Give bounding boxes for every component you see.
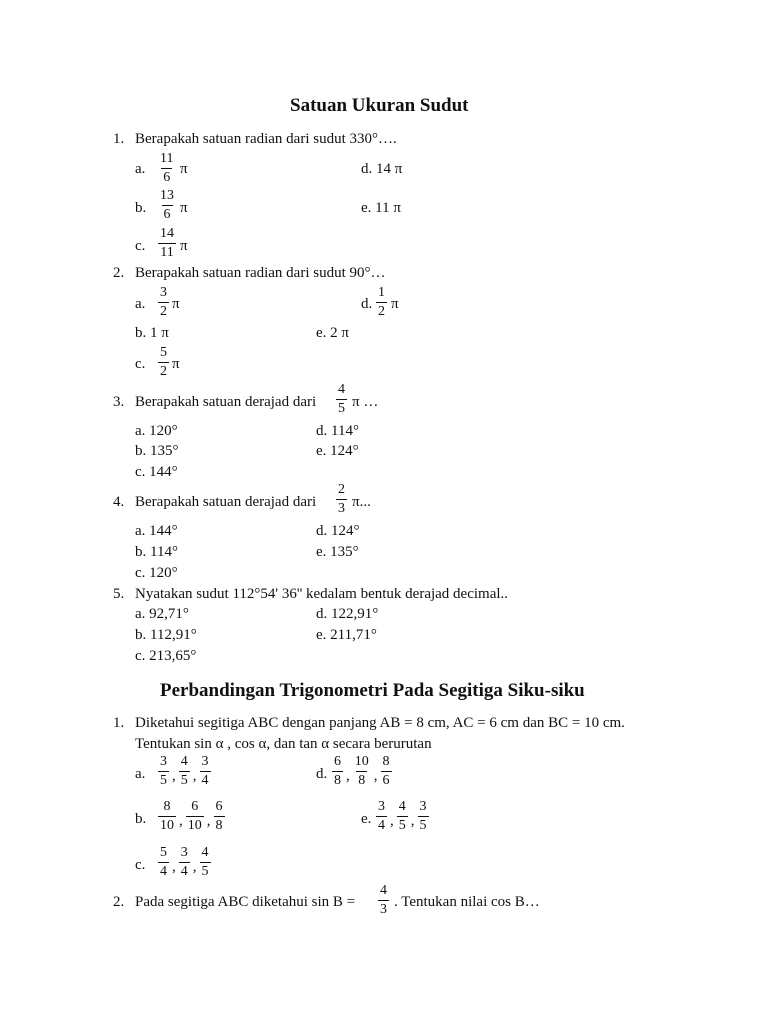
q3-option-c: c. 144° [135, 464, 178, 480]
q3-option-e: e. 124° [316, 443, 359, 459]
q2-option-c-pi: π [172, 356, 180, 372]
q4-text: Berapakah satuan derajad dari [135, 494, 317, 510]
numerator: 6 [191, 799, 199, 814]
q5-option-d: d. 122,91° [316, 606, 379, 622]
q1-option-a-fraction [158, 152, 175, 185]
numerator: 8 [163, 799, 171, 814]
q1-option-c-fraction [158, 227, 176, 260]
s2-q2-fraction [378, 884, 389, 917]
q5-option-a: a. 92,71° [135, 606, 189, 622]
q2-option-c-label: c. [135, 356, 146, 372]
q1-option-a-pi: π [180, 161, 188, 177]
denominator: 6 [163, 170, 171, 185]
s2-q1-option-b-label: b. [135, 811, 147, 827]
q4-option-e: e. 135° [316, 544, 359, 560]
fraction [353, 755, 371, 788]
numerator: 3 [180, 845, 188, 860]
s2-q1-option-d-label: d. [316, 766, 328, 782]
denominator: 5 [338, 401, 345, 416]
q1-option-b-fraction [158, 189, 176, 222]
q4-number: 4. [113, 494, 125, 510]
q3-text-after: π … [352, 394, 379, 410]
q4-option-c: c. 120° [135, 565, 178, 581]
denominator: 5 [398, 818, 406, 833]
numerator: 3 [160, 285, 167, 300]
separator: , [390, 813, 394, 829]
denominator: 5 [201, 864, 209, 879]
separator: , [346, 768, 350, 784]
separator: , [206, 813, 211, 829]
numerator: 5 [160, 345, 167, 360]
s2-q1-number: 1. [113, 715, 125, 731]
q1-option-b-label: b. [135, 200, 147, 216]
numerator: 1 [378, 285, 385, 300]
q2-option-e: e. 2 π [316, 325, 349, 341]
denominator: 6 [382, 773, 390, 788]
q3-option-a: a. 120° [135, 423, 178, 439]
s2-q2-text-after: . Tentukan nilai cos B… [394, 894, 540, 910]
denominator: 2 [160, 364, 167, 379]
numerator: 3 [378, 799, 385, 814]
numerator: 4 [180, 754, 188, 769]
numerator: 3 [201, 754, 209, 769]
separator: , [373, 768, 378, 784]
q2-option-d-pi: π [391, 296, 399, 312]
s2-q1-option-a-fractions [158, 755, 211, 788]
denominator: 4 [160, 864, 167, 879]
q2-number: 2. [113, 265, 125, 281]
numerator: 6 [215, 799, 223, 814]
s2-q2-number: 2. [113, 894, 125, 910]
section-title-perbandingan-trigonometri: Perbandingan Trigonometri Pada Segitiga Siku-siku [160, 680, 585, 701]
fraction [186, 800, 204, 833]
q3-option-b: b. 135° [135, 443, 179, 459]
q4-option-a: a. 144° [135, 523, 178, 539]
q4-fraction [336, 483, 347, 516]
separator: , [179, 813, 183, 829]
q5-number: 5. [113, 586, 125, 602]
q2-text: Berapakah satuan radian dari sudut 90°… [135, 265, 386, 281]
s2-q1-option-b-fractions [158, 800, 225, 833]
separator: , [410, 813, 415, 829]
q3-fraction [336, 383, 347, 416]
separator: , [192, 768, 197, 784]
numerator: 4 [380, 883, 387, 898]
s2-q2-text: Pada segitiga ABC diketahui sin B = [135, 894, 356, 910]
q3-text: Berapakah satuan derajad dari [135, 394, 317, 410]
q5-text: Nyatakan sudut 112°54' 36'' kedalam bentuk derajad decimal.. [135, 586, 509, 602]
denominator: 8 [358, 773, 366, 788]
q1-option-d: d. 14 π [361, 161, 403, 177]
q5-option-c: c. 213,65° [135, 648, 197, 664]
q5-option-b: b. 112,91° [135, 627, 197, 643]
fraction [376, 800, 387, 833]
q2-option-a-label: a. [135, 296, 146, 312]
fraction [418, 800, 429, 833]
numerator: 14 [160, 226, 174, 241]
separator: , [172, 768, 176, 784]
q1-text: Berapakah satuan radian dari sudut 330°…. [135, 131, 397, 147]
fraction [158, 755, 169, 788]
denominator: 2 [160, 304, 167, 319]
s2-q1-option-a-label: a. [135, 766, 146, 782]
fraction [381, 755, 392, 788]
q2-option-d-label: d. [361, 296, 373, 312]
s2-q1-option-c-label: c. [135, 857, 146, 873]
fraction [158, 800, 176, 833]
denominator: 4 [201, 773, 209, 788]
denominator: 4 [378, 818, 385, 833]
denominator: 6 [163, 207, 171, 222]
q1-option-b-pi: π [180, 200, 188, 216]
q4-text-after: π... [352, 494, 371, 510]
q1-option-e: e. 11 π [361, 200, 401, 216]
numerator: 4 [201, 845, 209, 860]
q3-option-d: d. 114° [316, 423, 359, 439]
numerator: 3 [160, 754, 167, 769]
denominator: 8 [215, 818, 223, 833]
q2-option-d-fraction [376, 286, 387, 319]
q2-option-a-pi: π [172, 296, 180, 312]
q2-option-a-fraction [158, 286, 169, 319]
denominator: 11 [160, 245, 174, 260]
fraction [332, 755, 343, 788]
separator: , [192, 859, 197, 875]
denominator: 2 [378, 304, 385, 319]
fraction [397, 800, 408, 833]
s2-q1-option-e-fractions [376, 800, 429, 833]
numerator: 4 [398, 799, 406, 814]
numerator: 3 [419, 799, 427, 814]
numerator: 8 [382, 754, 390, 769]
denominator: 4 [180, 864, 188, 879]
q1-option-c-pi: π [180, 238, 188, 254]
separator: , [172, 859, 176, 875]
denominator: 8 [334, 773, 341, 788]
q1-option-c-label: c. [135, 238, 146, 254]
numerator: 13 [160, 188, 174, 203]
denominator: 5 [180, 773, 188, 788]
q3-number: 3. [113, 394, 125, 410]
numerator: 11 [160, 151, 174, 166]
numerator: 5 [160, 845, 167, 860]
denominator: 5 [419, 818, 427, 833]
section-title-satuan-ukuran-sudut: Satuan Ukuran Sudut [290, 95, 469, 116]
numerator: 10 [354, 754, 369, 769]
q1-number: 1. [113, 131, 125, 147]
denominator: 10 [187, 818, 202, 833]
fraction [200, 846, 211, 879]
fraction [158, 846, 169, 879]
s2-q1-option-c-fractions [158, 846, 211, 879]
denominator: 5 [160, 773, 167, 788]
fraction [179, 846, 190, 879]
fraction [200, 755, 211, 788]
q4-option-b: b. 114° [135, 544, 178, 560]
fraction [179, 755, 190, 788]
denominator: 10 [160, 818, 174, 833]
q2-option-c-fraction [158, 346, 169, 379]
q5-option-e: e. 211,71° [316, 627, 377, 643]
q2-option-b: b. 1 π [135, 325, 169, 341]
s2-q1-line2: Tentukan sin α , cos α, dan tan α secara berurutan [135, 736, 432, 752]
fraction [214, 800, 225, 833]
s2-q1-option-e-label: e. [361, 811, 372, 827]
denominator: 3 [338, 501, 345, 516]
s2-q1-option-d-fractions [332, 755, 392, 788]
numerator: 2 [338, 482, 345, 497]
denominator: 3 [380, 902, 387, 917]
numerator: 4 [338, 382, 345, 397]
s2-q1-line1: Diketahui segitiga ABC dengan panjang AB = 8 cm, AC = 6 cm dan BC = 10 cm. [135, 715, 625, 731]
q1-option-a-label: a. [135, 161, 146, 177]
q4-option-d: d. 124° [316, 523, 360, 539]
numerator: 6 [334, 754, 341, 769]
